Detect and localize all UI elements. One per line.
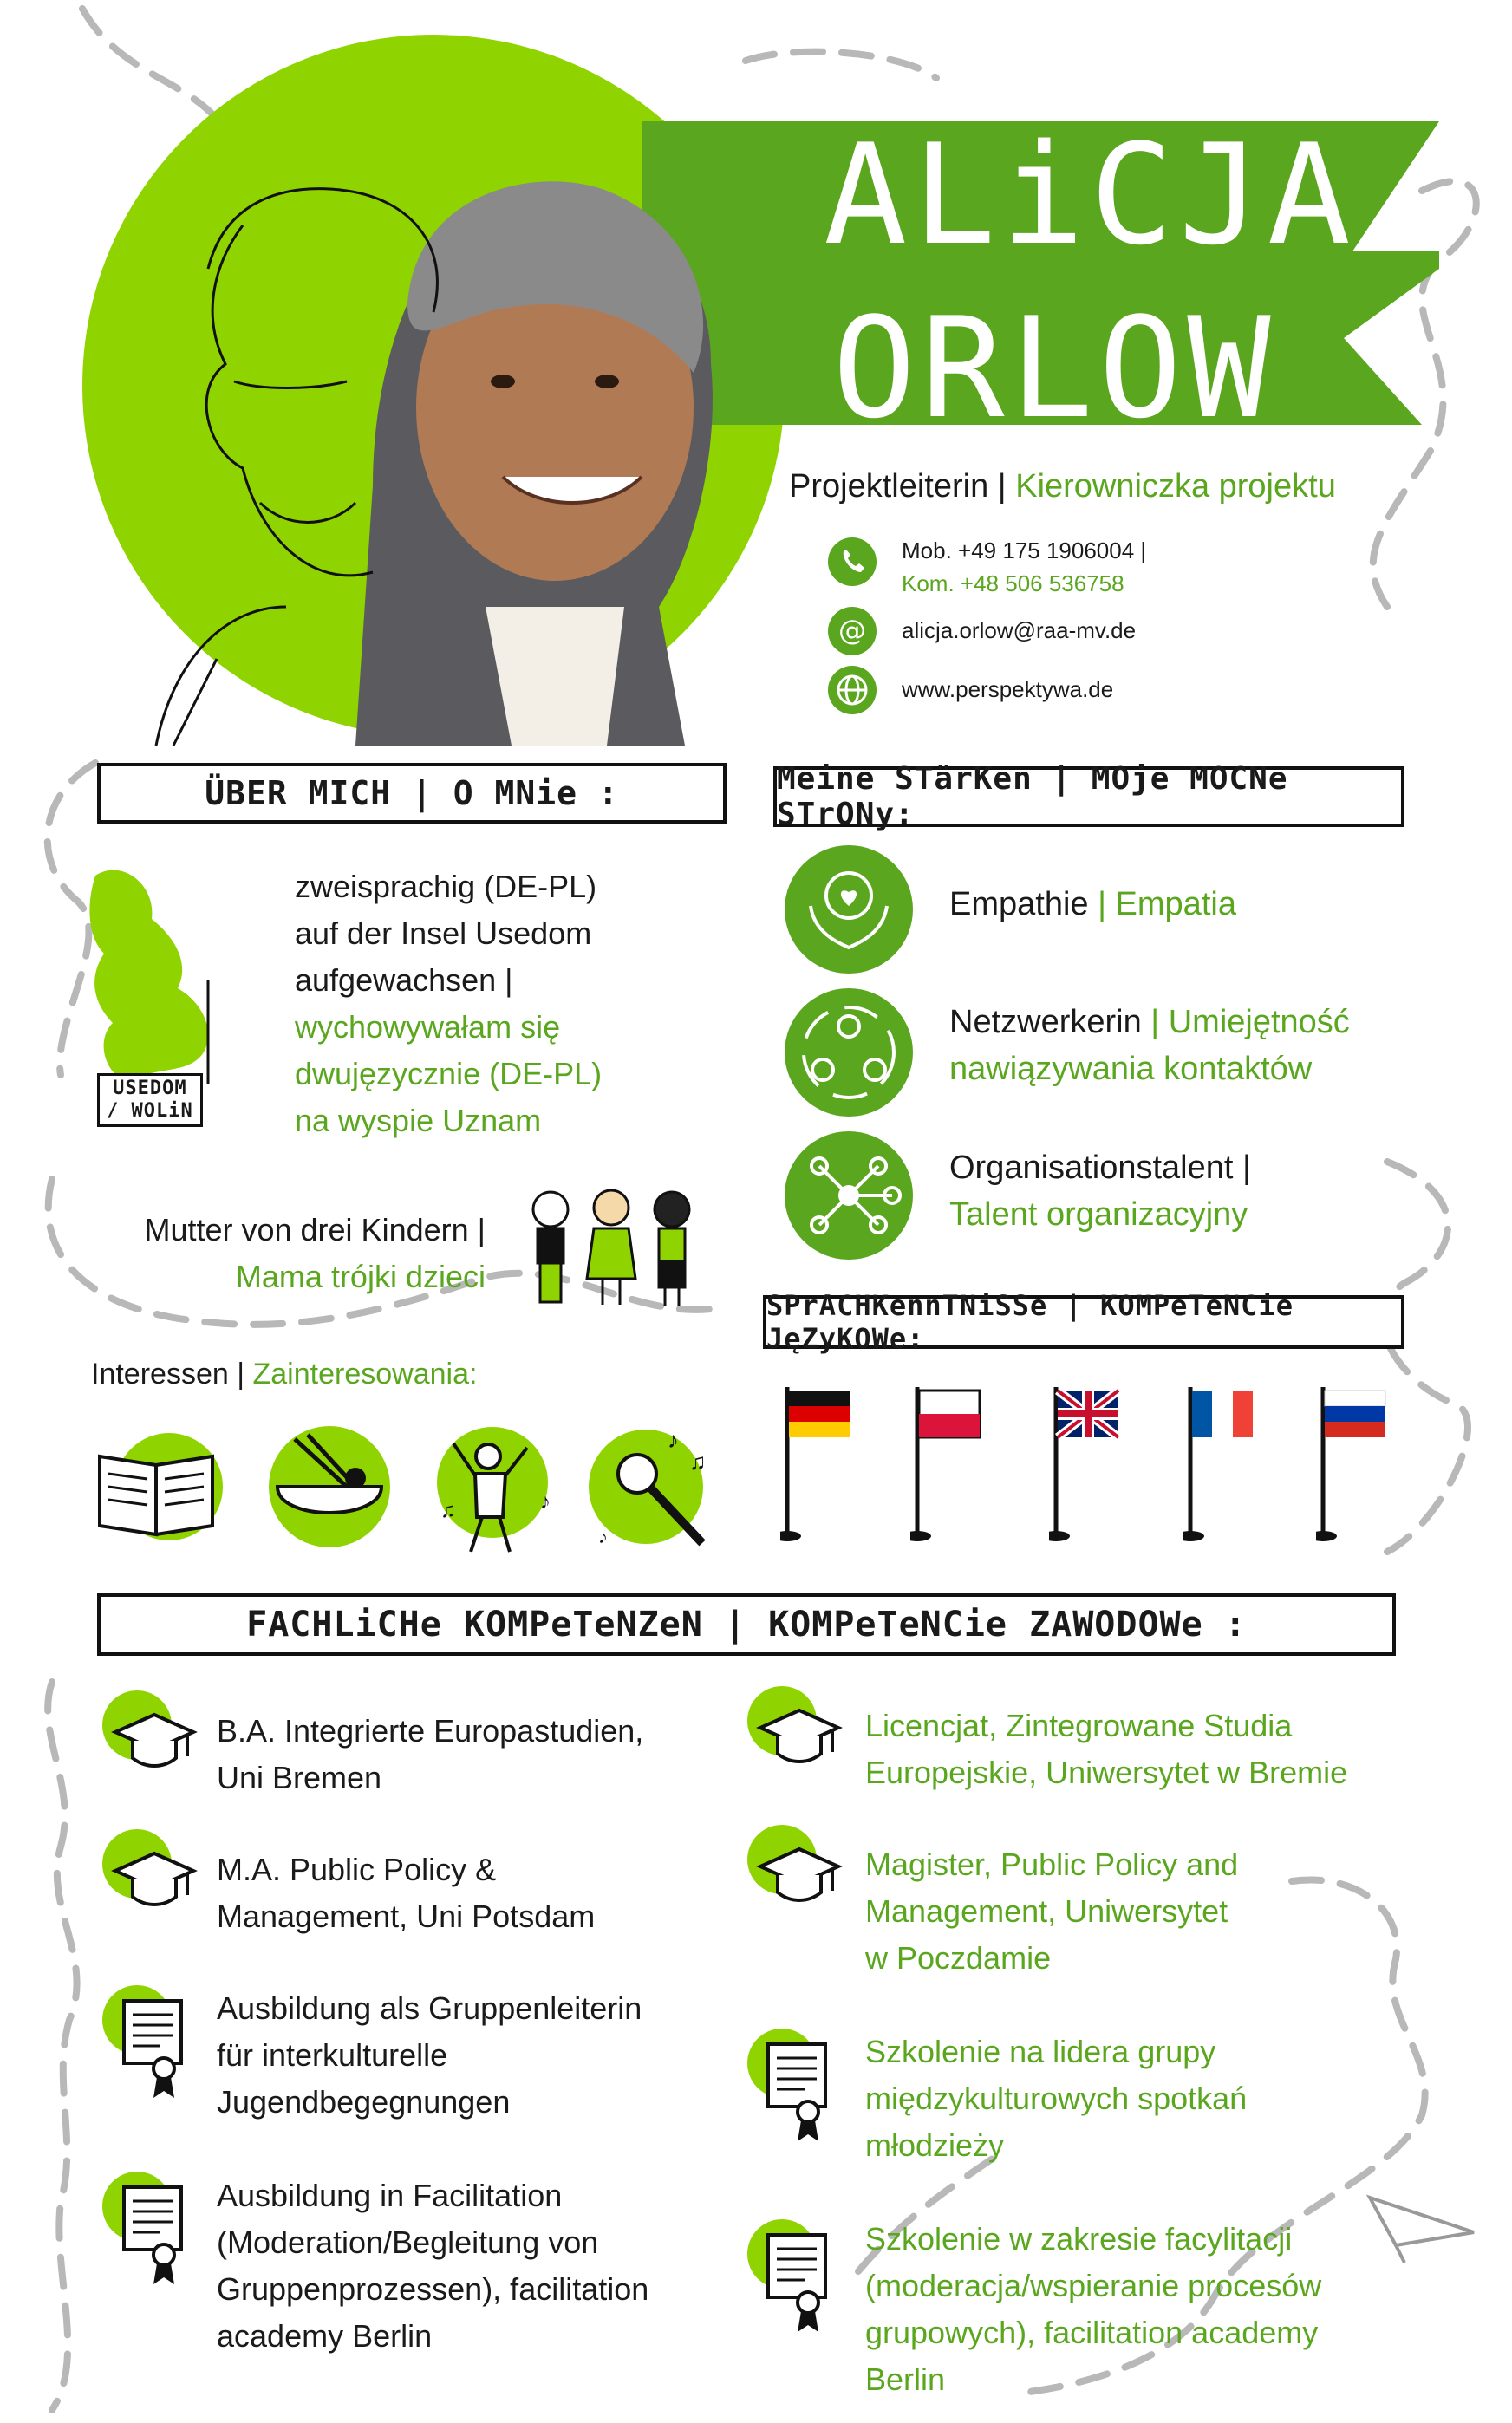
microphone-icon [581, 1422, 720, 1560]
comp-pl-2-line-3: w Poczdamie [865, 1940, 1052, 1976]
comp-de-1 [217, 1708, 643, 1801]
about-pl-2: dwujęzycznie (DE-PL) [295, 1056, 603, 1091]
globe-icon [828, 666, 877, 714]
strengths-heading: Meine STärKen | MOje MOCNe STrONy: [773, 766, 1404, 827]
about-de-3: aufgewachsen | [295, 962, 513, 998]
about-pl-1: wychowywałam się [295, 1009, 561, 1045]
graduation-cap-icon [756, 1702, 843, 1771]
comp-de-3-line-3: Jugendbegegnungen [217, 2084, 511, 2120]
strength-1-sep: | [1088, 886, 1116, 922]
strength-2-pl-1: Umiejętność [1168, 1004, 1350, 1040]
contact-mobile: Mob. +49 175 1906004 | [902, 537, 1147, 563]
comp-de-4-line-1: Ausbildung in Facilitation [217, 2178, 563, 2213]
dancing-icon [423, 1422, 562, 1560]
strength-3 [949, 1144, 1251, 1238]
strength-2-de: Netzwerkerin [949, 1004, 1142, 1040]
svg-text:@: @ [838, 614, 866, 647]
certificate-icon [761, 2037, 839, 2150]
role-sep: | [988, 468, 1016, 505]
flag-russia [1316, 1387, 1394, 1543]
comp-pl-1 [865, 1703, 1347, 1796]
strength-1 [949, 886, 1236, 923]
contact-email[interactable]: alicja.orlow@raa-mv.de [902, 617, 1137, 643]
comp-pl-1-line-2: Europejskie, Uniwersytet w Bremie [865, 1755, 1348, 1790]
about-heading: ÜBER MICH | O MNie : [97, 763, 727, 824]
book-icon [91, 1422, 230, 1552]
usedom-map [89, 870, 208, 1084]
competences-heading: FACHLiCHe KOMPeTeNZeN | KOMPeTeNCie ZAWODOWe : [97, 1593, 1396, 1656]
comp-de-1-line-1: B.A. Integrierte Europastudien, [217, 1713, 644, 1749]
comp-de-4-line-2: (Moderation/Begleitung von [217, 2224, 599, 2260]
comp-pl-4-line-1: Szkolenie w zakresie facylitacji [865, 2221, 1293, 2257]
graduation-cap-icon [111, 1845, 198, 1914]
interests-label [91, 1358, 477, 1391]
interests-pl: Zainteresowania: [252, 1358, 478, 1391]
languages-heading: SPrACHKennTNiSSe | KOMPeTeNCie JęZyKOWe: [763, 1295, 1404, 1349]
comp-pl-4-line-2: (moderacja/wspieranie procesów [865, 2268, 1322, 2303]
svg-text:♫: ♫ [440, 1499, 456, 1522]
strength-1-pl: Empatia [1115, 886, 1236, 922]
flag-france [1183, 1387, 1261, 1543]
comp-pl-2-line-1: Magister, Public Policy and [865, 1847, 1239, 1882]
comp-de-2-line-2: Management, Uni Potsdam [217, 1899, 596, 1934]
certificate-icon [761, 2228, 839, 2341]
comp-de-3 [217, 1985, 642, 2126]
comp-de-4-line-4: academy Berlin [217, 2318, 433, 2354]
comp-pl-4-line-4: Berlin [865, 2361, 946, 2397]
flag-poland [910, 1387, 988, 1543]
graduation-cap-icon [111, 1706, 198, 1775]
comp-de-1-line-2: Uni Bremen [217, 1760, 382, 1795]
comp-pl-3-line-3: młodzieży [865, 2127, 1005, 2163]
svg-text:♪: ♪ [540, 1490, 551, 1514]
svg-text:♫: ♫ [689, 1449, 707, 1475]
contact-kom: Kom. +48 506 536758 [902, 570, 1124, 596]
flag-united-kingdom [1049, 1387, 1127, 1543]
map-label-2: / WOLiN [107, 1100, 193, 1122]
mother-de: Mutter von drei Kindern | [144, 1212, 486, 1247]
heart-hands-icon [785, 845, 913, 974]
comp-pl-3 [865, 2029, 1247, 2169]
paper-plane [1370, 2198, 1474, 2263]
map-label-1: USEDOM [113, 1078, 187, 1099]
comp-de-4 [217, 2172, 648, 2360]
email-icon [828, 607, 877, 655]
role [789, 468, 1336, 505]
strength-2-sep: | [1141, 1004, 1169, 1040]
hub-nodes-icon [785, 1131, 913, 1260]
strength-1-de: Empathie [949, 886, 1089, 922]
interests-de: Interessen [91, 1358, 229, 1391]
contact-web[interactable]: www.perspektywa.de [902, 676, 1114, 702]
svg-text:♪: ♪ [598, 1526, 608, 1547]
comp-pl-2 [865, 1841, 1238, 1982]
role-de: Projektleiterin [789, 468, 989, 505]
comp-de-2-line-1: M.A. Public Policy & [217, 1852, 497, 1887]
interests-sep: | [228, 1358, 253, 1391]
comp-de-3-line-2: für interkulturelle [217, 2037, 448, 2073]
about-de-1: zweisprachig (DE-PL) [295, 869, 597, 904]
about-text [295, 863, 602, 1144]
children-icon [516, 1183, 707, 1313]
comp-pl-4 [865, 2216, 1321, 2403]
comp-pl-3-line-1: Szkolenie na lidera grupy [865, 2034, 1216, 2069]
network-people-icon [785, 988, 913, 1117]
comp-pl-4-line-3: grupowych), facilitation academy [865, 2315, 1319, 2350]
certificate-icon [117, 1994, 195, 2107]
strength-3-de: Organisationstalent | [949, 1150, 1251, 1186]
map-label [97, 1073, 203, 1127]
flag-germany [780, 1387, 858, 1543]
last-name: ORLOW [832, 287, 1276, 449]
graduation-cap-icon [756, 1840, 843, 1910]
first-name: ALiCJA [824, 114, 1356, 276]
certificate-icon [117, 2180, 195, 2293]
mother-pl: Mama trójki dzieci [235, 1259, 486, 1294]
about-pl-3: na wyspie Uznam [295, 1103, 542, 1138]
role-pl: Kierowniczka projektu [1015, 468, 1336, 505]
comp-pl-2-line-2: Management, Uniwersytet [865, 1893, 1228, 1929]
strength-3-pl: Talent organizacyjny [949, 1196, 1248, 1233]
comp-pl-3-line-2: międzykulturowych spotkań [865, 2081, 1248, 2116]
comp-de-2 [217, 1847, 595, 1940]
about-de-2: auf der Insel Usedom [295, 915, 592, 951]
mother-text [95, 1207, 486, 1300]
comp-pl-1-line-1: Licencjat, Zintegrowane Studia [865, 1708, 1293, 1743]
food-bowl-icon [260, 1422, 399, 1552]
comp-de-4-line-3: Gruppenprozessen), facilitation [217, 2271, 649, 2307]
svg-text:♪: ♪ [668, 1427, 679, 1453]
phone-icon [828, 537, 877, 586]
comp-de-3-line-1: Ausbildung als Gruppenleiterin [217, 1990, 642, 2026]
strength-2-pl-2: nawiązywania kontaktów [949, 1051, 1313, 1087]
strength-2 [949, 999, 1350, 1092]
